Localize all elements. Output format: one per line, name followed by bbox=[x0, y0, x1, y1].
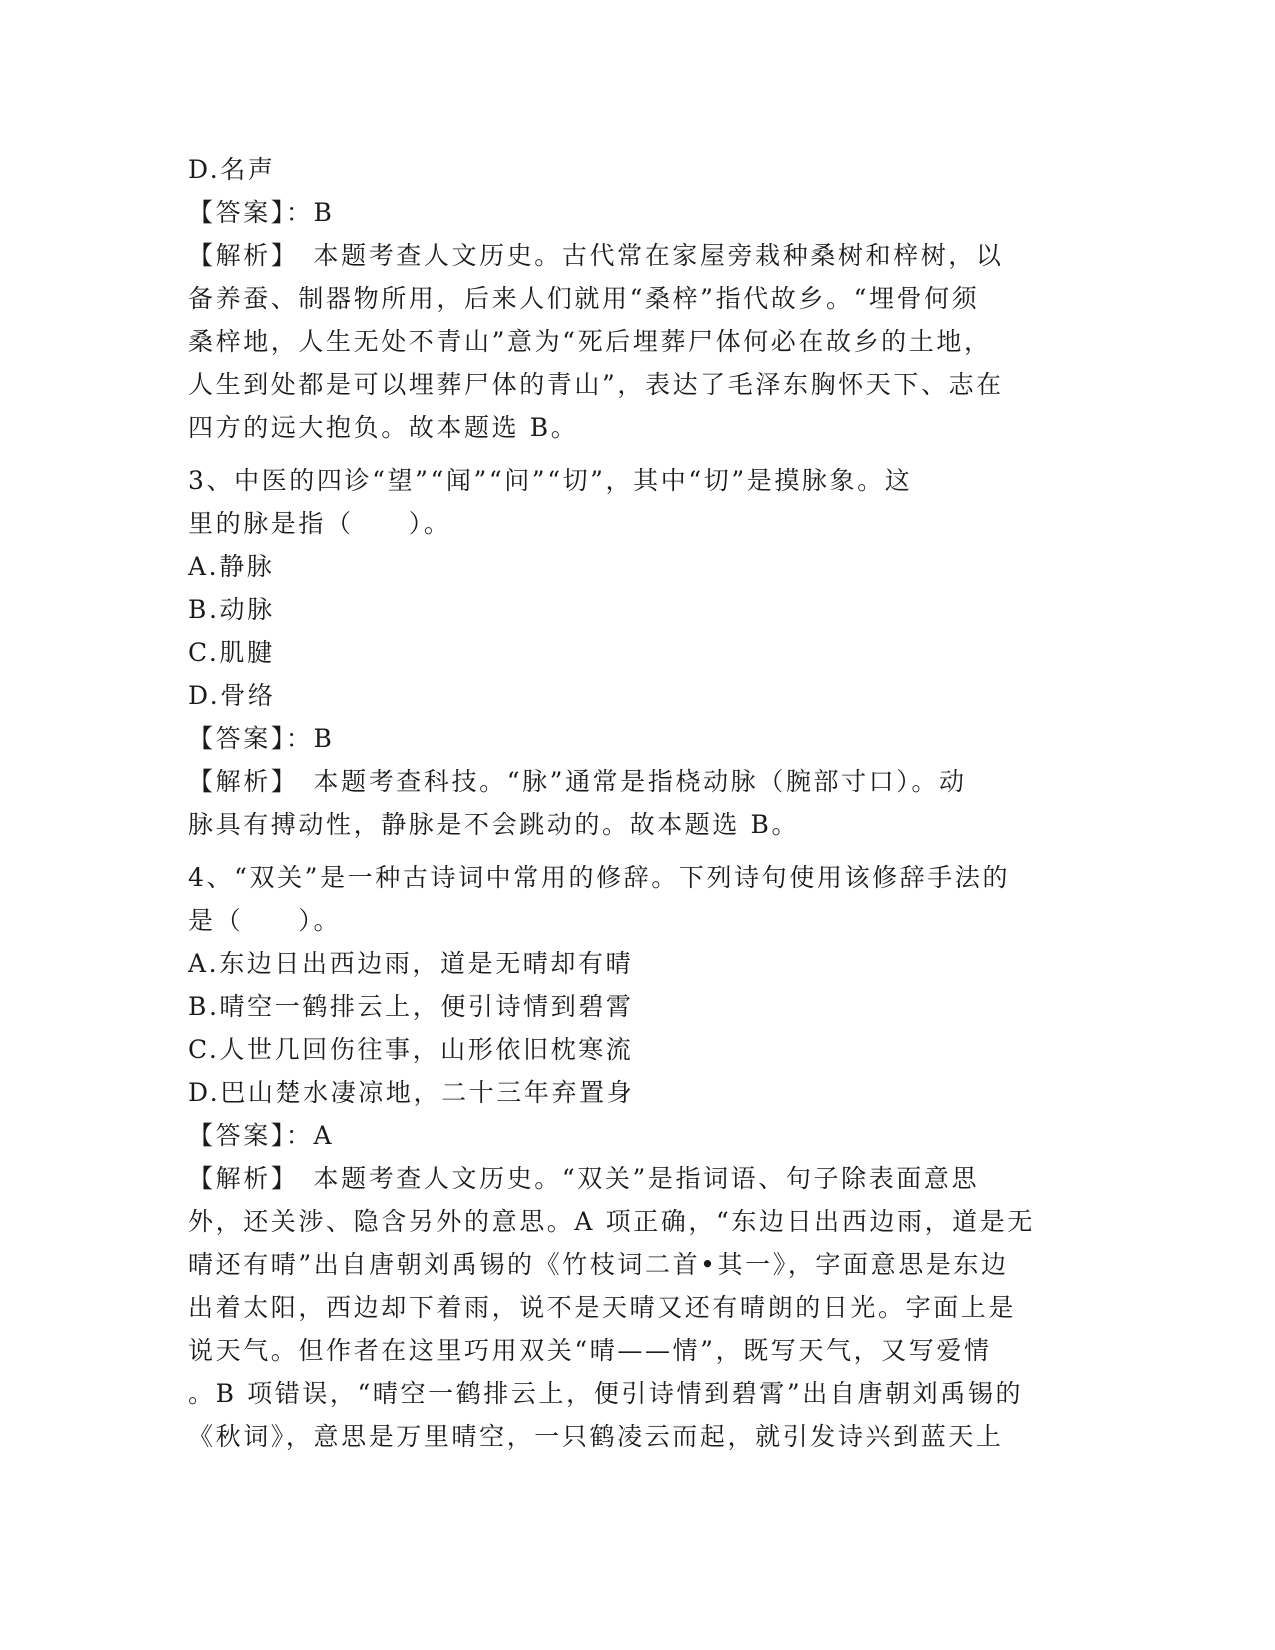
q3-stem-line: 3、中医的四诊“望”“闻”“问”“切”，其中“切”是摸脉象。这 bbox=[188, 466, 913, 495]
analysis-line: 晴还有晴”出自唐朝刘禹锡的《竹枝词二首•其一》，字面意思是东边 bbox=[188, 1250, 1009, 1279]
q3-answer: 【答案】：B bbox=[188, 724, 335, 753]
analysis-line: 四方的远大抱负。故本题选 B。 bbox=[188, 413, 579, 442]
analysis-line: 桑梓地，人生无处不青山”意为“死后埋葬尸体何必在故乡的土地， bbox=[188, 327, 992, 356]
q3-stem-line: 里的脉是指（ ）。 bbox=[188, 509, 452, 538]
q4-stem-line: 是（ ）。 bbox=[188, 906, 342, 935]
q4-stem-line: 4、“双关”是一种古诗词中常用的修辞。下列诗句使用该修辞手法的 bbox=[188, 863, 1011, 892]
analysis-line: 【解析】 本题考查人文历史。“双关”是指词语、句子除表面意思 bbox=[188, 1164, 980, 1193]
q2-analysis bbox=[188, 234, 1083, 449]
q4-option-b: B.晴空一鹤排云上，便引诗情到碧霄 bbox=[188, 992, 634, 1021]
q4-option-c: C.人世几回伤往事，山形依旧枕寒流 bbox=[188, 1035, 634, 1064]
analysis-line: 【解析】 本题考查科技。“脉”通常是指桡动脉（腕部寸口）。动 bbox=[188, 767, 967, 796]
q3-option-c: C.肌腱 bbox=[188, 638, 275, 667]
document-page bbox=[188, 148, 1083, 1458]
analysis-line: 说天气。但作者在这里巧用双关“晴——情”，既写天气，又写爱情 bbox=[188, 1336, 992, 1365]
q4-option-d: D.巴山楚水凄凉地，二十三年弃置身 bbox=[188, 1078, 635, 1107]
analysis-line: 《秋词》，意思是万里晴空，一只鹤凌云而起，就引发诗兴到蓝天上 bbox=[188, 1422, 1004, 1451]
analysis-line: 出着太阳，西边却下着雨，说不是天晴又还有晴朗的日光。字面上是 bbox=[188, 1293, 1017, 1322]
question-3 bbox=[188, 459, 1083, 846]
analysis-line: 人生到处都是可以埋葬尸体的青山”，表达了毛泽东胸怀天下、志在 bbox=[188, 370, 1004, 399]
q3-option-d: D.骨络 bbox=[188, 681, 276, 710]
q2-answer: 【答案】：B bbox=[188, 198, 335, 227]
q3-option-b: B.动脉 bbox=[188, 595, 275, 624]
q2-option-d: D.名声 bbox=[188, 155, 276, 184]
analysis-line: 备养蚕、制器物所用，后来人们就用“桑梓”指代故乡。“埋骨何须 bbox=[188, 284, 980, 313]
analysis-line: 【解析】 本题考查人文历史。古代常在家屋旁栽种桑树和梓树，以 bbox=[188, 241, 1004, 270]
q3-option-a: A.静脉 bbox=[188, 552, 275, 581]
q4-answer: 【答案】：A bbox=[188, 1121, 335, 1150]
analysis-line: 外，还关涉、隐含另外的意思。A 项正确，“东边日出西边雨，道是无 bbox=[188, 1207, 1035, 1236]
question-4 bbox=[188, 856, 1083, 1458]
analysis-line: 脉具有搏动性，静脉是不会跳动的。故本题选 B。 bbox=[188, 810, 800, 839]
analysis-line: 。B 项错误，“晴空一鹤排云上，便引诗情到碧霄”出自唐朝刘禹锡的 bbox=[188, 1379, 1024, 1408]
q4-option-a: A.东边日出西边雨，道是无晴却有晴 bbox=[188, 949, 634, 978]
